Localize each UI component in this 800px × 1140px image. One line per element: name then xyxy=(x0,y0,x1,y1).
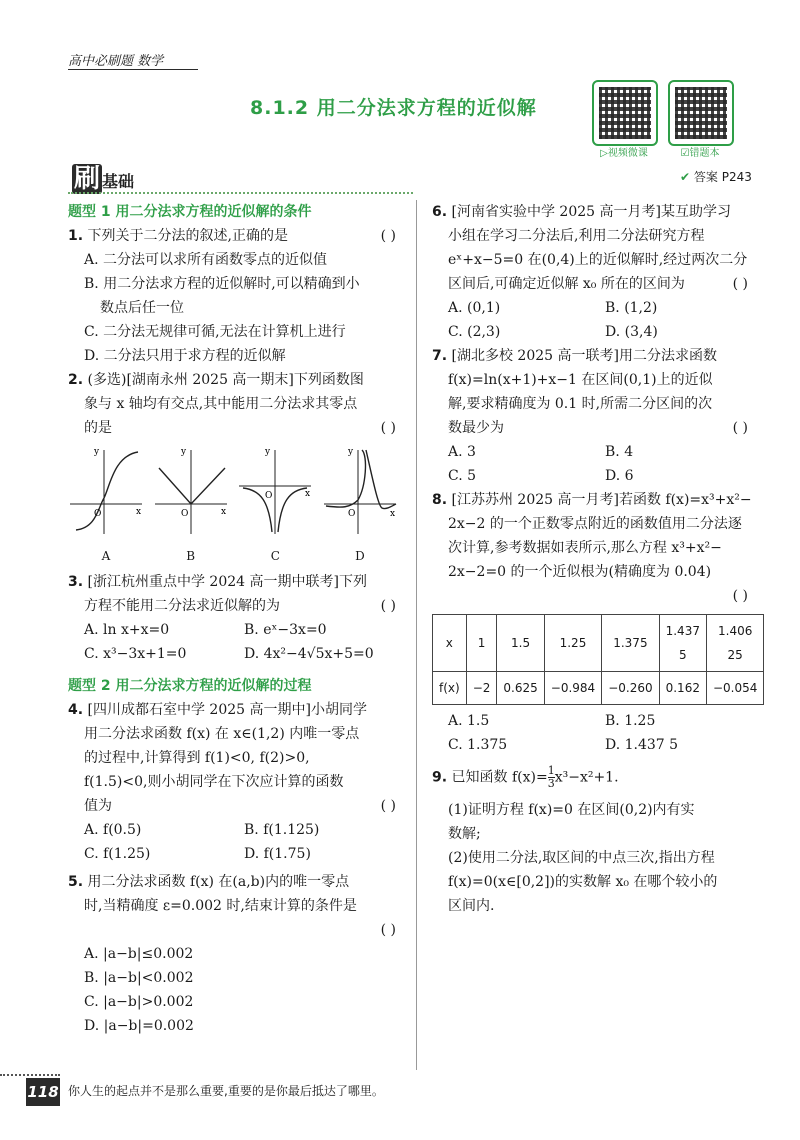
left-column xyxy=(68,200,410,1038)
q4-options-ab: A. f(0.5) B. f(1.125) xyxy=(84,822,320,838)
q5-option-b: B. |a−b|<0.002 xyxy=(84,970,194,986)
q4-stem-3: 的过程中,计算得到 f(1)<0, f(2)>0, xyxy=(84,750,310,766)
answer-reference xyxy=(680,168,752,185)
video-qr-label: ▷视频微课 xyxy=(600,148,648,159)
q2-stem-3: 的是 ( ) xyxy=(84,420,396,436)
q7-stem-2: f(x)=ln(x+1)+x−1 在区间(0,1)上的近似 xyxy=(448,372,713,388)
q8-stem-3: 次计算,参考数据如表所示,那么方程 x³+x²− xyxy=(448,540,722,556)
section-title: 8.1.2 用二分法求方程的近似解 xyxy=(250,97,537,119)
svg-text:y: y xyxy=(265,447,271,457)
q5-option-d: D. |a−b|=0.002 xyxy=(84,1018,194,1034)
type1-heading: 题型 1 用二分法求方程的近似解的条件 xyxy=(68,204,312,220)
q6-stem: 6. [河南省实验中学 2025 高一月考]某互助学习 xyxy=(432,204,731,220)
q4-options-cd: C. f(1.25) D. f(1.75) xyxy=(84,846,311,862)
brand-label xyxy=(72,158,134,195)
graph-d xyxy=(322,446,398,568)
svg-text:O: O xyxy=(265,491,273,501)
q6-stem-3: eˣ+x−5=0 在(0,4)上的近似解时,经过两次二分 xyxy=(448,252,748,268)
q9-part2-cont2: 区间内. xyxy=(448,898,495,914)
q2-graphs xyxy=(68,446,398,568)
graph-a xyxy=(68,446,144,568)
q4-stem-2: 用二分法求函数 f(x) 在 x∈(1,2) 内唯一零点 xyxy=(84,726,360,742)
header-rule xyxy=(68,69,198,70)
book-header: 高中必刷题 数学 xyxy=(68,54,164,69)
q9-part2: (2)使用二分法,取区间的中点三次,指出方程 xyxy=(448,850,715,866)
q9-part2-cont: f(x)=0(x∈[0,2])的实数解 x₀ 在哪个较小的 xyxy=(448,874,718,890)
graph-d-svg xyxy=(322,446,398,536)
column-divider xyxy=(416,200,417,1070)
footer-quote: 你人生的起点并不是那么重要,重要的是你最后抵达了哪里。 xyxy=(68,1084,384,1098)
q3-stem: 3. [浙江杭州重点中学 2024 高一期中联考]下列 xyxy=(68,574,367,590)
q7-options-ab: A. 3 B. 4 xyxy=(448,444,634,460)
q5-option-c: C. |a−b|>0.002 xyxy=(84,994,194,1010)
svg-text:y: y xyxy=(347,447,354,457)
q5-stem-2: 时,当精确度 ε=0.002 时,结束计算的条件是 xyxy=(84,898,357,914)
q9-part1: (1)证明方程 f(x)=0 在区间(0,2)内有实 xyxy=(448,802,695,818)
q6-stem-2: 小组在学习二分法后,利用二分法研究方程 xyxy=(448,228,705,244)
svg-text:y: y xyxy=(94,447,100,457)
graph-b-label: B xyxy=(186,549,196,563)
q7-stem: 7. [湖北多校 2025 高一联考]用二分法求函数 xyxy=(432,348,717,364)
q4-stem: 4. [四川成都石室中学 2025 高一期中]小胡同学 xyxy=(68,702,367,718)
q5-stem: 5. 用二分法求函数 f(x) 在(a,b)内的唯一零点 xyxy=(68,874,350,890)
graph-c xyxy=(237,446,313,568)
q8-stem-4: 2x−2=0 的一个近似根为(精确度为 0.04) xyxy=(448,564,712,580)
graph-b-svg xyxy=(153,446,229,536)
graph-d-label: D xyxy=(355,549,365,563)
brand-big: 刷 xyxy=(74,164,101,194)
q8-options-ab: A. 1.5 B. 1.25 xyxy=(448,713,656,729)
mistakes-qr-label: ☑错题本 xyxy=(680,148,720,159)
video-qr-code[interactable] xyxy=(592,80,658,146)
q8-stem: 8. [江苏苏州 2025 高一月考]若函数 f(x)=x³+x²− xyxy=(432,492,752,508)
q4-stem-4: f(1.5)<0,则小胡同学在下次应计算的函数 xyxy=(84,774,344,790)
svg-text:O: O xyxy=(347,509,356,519)
brand-small: 基础 xyxy=(102,172,135,191)
graph-a-label: A xyxy=(101,549,111,563)
graph-b xyxy=(153,446,229,568)
mistakes-qr-code[interactable] xyxy=(668,80,734,146)
svg-text:x: x xyxy=(220,507,226,517)
svg-text:O: O xyxy=(94,509,102,519)
footer-dots xyxy=(0,1074,60,1076)
q8-data-table xyxy=(432,614,764,705)
q1-option-b: B. 用二分法求方程的近似解时,可以精确到小 xyxy=(84,276,360,292)
q3-options-ab: A. ln x+x=0 B. eˣ−3x=0 xyxy=(84,622,327,638)
dotted-rule xyxy=(68,192,413,194)
svg-text:O: O xyxy=(180,509,189,519)
graph-c-svg xyxy=(237,446,313,536)
q3-stem-2: 方程不能用二分法求近似解的为 ( ) xyxy=(84,598,396,614)
fraction: $\frac{1}{3}$ xyxy=(547,764,555,790)
q6-options-ab: A. (0,1) B. (1,2) xyxy=(448,300,658,316)
graph-a-svg xyxy=(68,446,144,536)
q8-options-cd: C. 1.375 D. 1.437 5 xyxy=(448,737,679,753)
svg-text:y: y xyxy=(180,447,186,457)
q7-stem-3: 解,要求精确度为 0.1 时,所需二分区间的次 xyxy=(448,396,713,412)
q4-stem-5: 值为 ( ) xyxy=(84,798,396,814)
page-number: 118 xyxy=(26,1078,60,1106)
q9-stem: 9. 已知函数 f(x)= $\frac{1}{3}$ x³−x²+1. xyxy=(432,764,619,790)
q1-stem: 1. 下列关于二分法的叙述,正确的是 ( ) xyxy=(68,228,396,244)
type2-heading: 题型 2 用二分法求方程的近似解的过程 xyxy=(68,678,312,694)
q2-stem-2: 象与 x 轴均有交点,其中能用二分法求其零点 xyxy=(84,396,358,412)
q6-stem-4: 区间后,可确定近似解 x₀ 所在的区间为 ( ) xyxy=(448,276,748,292)
table-row: x 1 1.5 1.25 1.375 1.437 5 1.406 25 xyxy=(433,615,764,672)
q7-stem-4: 数最少为 ( ) xyxy=(448,420,748,436)
q1-option-c: C. 二分法无规律可循,无法在计算机上进行 xyxy=(84,324,346,340)
right-column xyxy=(432,200,762,918)
check-icon: ✔ xyxy=(680,170,691,184)
q2-stem: 2. (多选)[湖南永州 2025 高一期末]下列函数图 xyxy=(68,372,364,388)
q5-option-a: A. |a−b|≤0.002 xyxy=(84,946,194,962)
q8-stem-2: 2x−2 的一个正数零点附近的函数值用二分法逐 xyxy=(448,516,742,532)
q3-options-cd: C. x³−3x+1=0 D. 4x²−4√5x+5=0 xyxy=(84,646,374,662)
graph-c-label: C xyxy=(270,549,280,563)
table-row: f(x) −2 0.625 −0.984 −0.260 0.162 −0.054 xyxy=(433,672,764,705)
svg-text:x: x xyxy=(389,509,396,519)
q1-option-b-cont: 数点后任一位 xyxy=(100,300,184,316)
q1-option-a: A. 二分法可以求所有函数零点的近似值 xyxy=(84,252,328,268)
q9-part1-cont: 数解; xyxy=(448,826,481,842)
answer-reference-text: 答案 P243 xyxy=(693,170,752,184)
svg-text:x: x xyxy=(305,489,311,499)
q7-options-cd: C. 5 D. 6 xyxy=(448,468,634,484)
q6-options-cd: C. (2,3) D. (3,4) xyxy=(448,324,658,340)
q1-option-d: D. 二分法只用于求方程的近似解 xyxy=(84,348,286,364)
q5-paren: ( ) xyxy=(380,922,396,938)
svg-text:x: x xyxy=(136,507,142,517)
q8-paren: ( ) xyxy=(732,588,748,604)
